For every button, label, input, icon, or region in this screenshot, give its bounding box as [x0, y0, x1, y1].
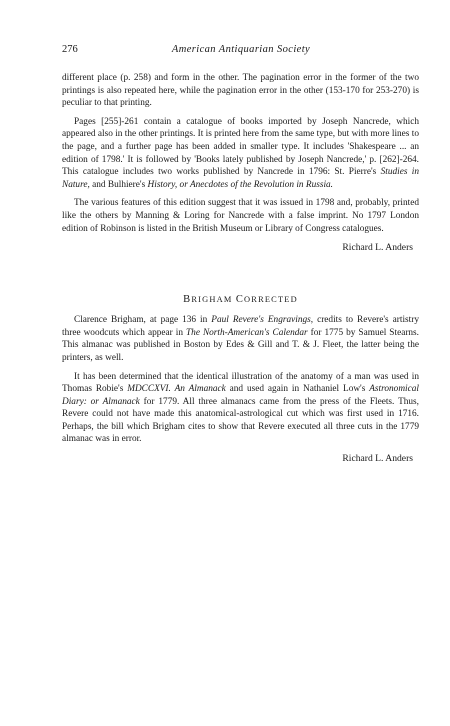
book-title-italic: MDCCXVI. An Almanack — [127, 384, 226, 395]
text-run: for 1775 by Samuel Stearns. This almanac was published in Boston by Edes & Gill and T. & J. Fleet, the latter being the printers, as well. — [62, 327, 420, 363]
book-title-italic: Astronomical Diary: or Almanack — [62, 384, 419, 407]
paragraph-almanacs — [62, 371, 419, 447]
book-title-italic: Paul Revere's Engravings, — [211, 315, 314, 326]
paragraph-conclusion — [62, 197, 419, 235]
paragraph-catalogue — [62, 116, 419, 192]
text-run: and used again in Nathaniel Low's — [225, 384, 370, 395]
book-title-italic: History, or Anecdotes of the Revolution in Russia. — [147, 179, 334, 190]
author-signature: Richard L. Anders — [342, 242, 413, 254]
book-title-italic: Studies in Nature, — [62, 167, 419, 190]
text-run: The various features of this edition suggest that it was issued in 1798 and, probably, printed like the others by Manning & Loring for Nancrede with a false imprint. No 1797 London edition of Robinson is listed in the British Museum or Library of Congress catalogues. — [62, 198, 419, 234]
page-number: 276 — [62, 44, 78, 55]
page-header — [62, 44, 420, 58]
text-run: for 1779. All three almanacs came from the press of the Fleets. Thus, Revere could not have made this anatomical-astrological cut which was first used in 1716. Perhaps, the bill which Brigham cites to show that Revere executed all three cuts in the 1779 almanac was in error. — [62, 396, 419, 445]
text-run: credits to Revere's artistry three woodcuts which appear in — [62, 315, 420, 338]
paragraph-brigham — [62, 314, 419, 364]
section-title: BRIGHAM CORRECTED — [183, 294, 298, 306]
text-run: It has been determined that the identical illustration of the anatomy of a man was used in Thomas Robie's — [62, 371, 419, 395]
text-run: Clarence Brigham, at page 136 in — [74, 315, 212, 326]
text-run: different place (p. 258) and form in the other. The pagination error in the former of the two printings is also repeated here, while the pagination error in the other (153-170 for 253-270) is peculiar to that printing. — [62, 73, 419, 109]
text-run: and Bulhiere's — [89, 179, 148, 190]
page-body — [62, 72, 419, 465]
author-signature: Richard L. Anders — [342, 453, 413, 465]
running-head: American Antiquarian Society — [171, 44, 311, 55]
paragraph-continued — [62, 72, 419, 110]
text-run: Pages [255]-261 contain a catalogue of books imported by Joseph Nancrede, which appeared also in the other printings. It is printed here from the same type, but with more lines to the page, and a further page has been added in smaller type. It includes 'Shakespeare ... an edition of 1798.' It is followed by 'Books lately published by Joseph Nancrede,' p. [262]-264. This catalogue includes two works published by Nancrede in 1796: St. Pierre's — [62, 116, 419, 178]
book-title-italic: The North-American's Calendar — [186, 327, 308, 338]
